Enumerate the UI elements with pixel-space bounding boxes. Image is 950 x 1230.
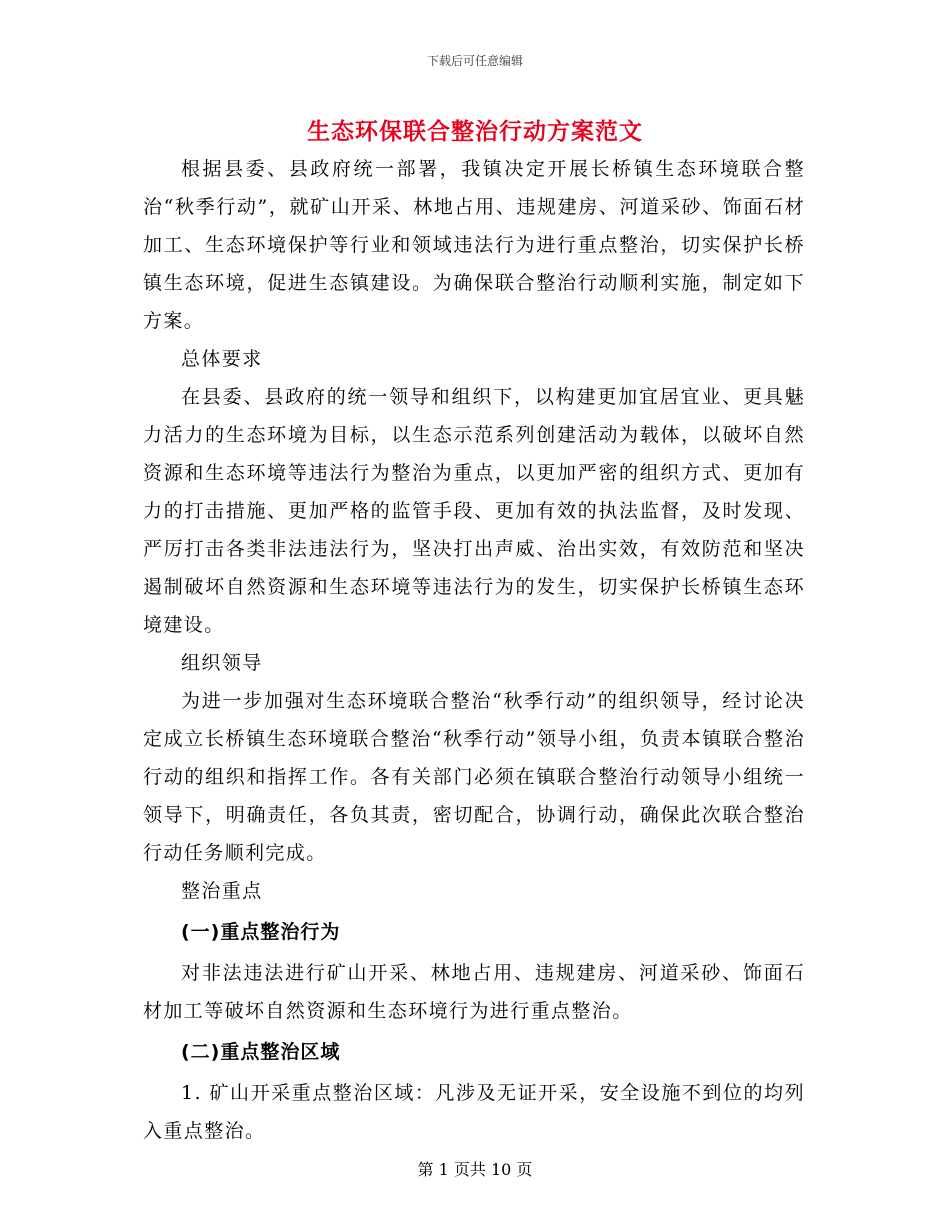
heading-focus: 整治重点	[181, 880, 263, 902]
focus-behavior-paragraph: 对非法违法进行矿山开采、林地占用、违规建房、河道采砂、饰面石材加工等破坏自然资源和生态环境行为进行重点整治。	[143, 962, 805, 1022]
focus-area-item-1: 1. 矿山开采重点整治区域：凡涉及无证开采，安全设施不到位的均列入重点整治。	[143, 1082, 805, 1142]
header-note: 下载后可任意编辑	[426, 54, 523, 68]
heading-organization: 组织领导	[181, 652, 263, 674]
organization-paragraph: 为进一步加强对生态环境联合整治“秋季行动”的组织领导，经讨论决定成立长桥镇生态环境联合整治“秋季行动”领导小组，负责本镇联合整治行动的组织和指挥工作。各有关部门必须在镇联合整治行动领导小组统一领导下，明确责任，各负其责，密切配合，协调行动，确保此次联合整治行动任务顺利完成。	[143, 690, 805, 864]
heading-general-requirements: 总体要求	[181, 348, 263, 370]
subheading-focus-behavior: (一)重点整治行为	[181, 921, 341, 943]
subheading-focus-area: (二)重点整治区域	[181, 1041, 341, 1063]
intro-paragraph: 根据县委、县政府统一部署，我镇决定开展长桥镇生态环境联合整治“秋季行动”，就矿山开采、林地占用、违规建房、河道采砂、饰面石材加工、生态环境保护等行业和领域违法行为进行重点整治，切实保护长桥镇生态环境，促进生态镇建设。为确保联合整治行动顺利实施，制定如下方案。	[143, 158, 805, 332]
document-title: 生态环保联合整治行动方案范文	[307, 118, 643, 145]
general-requirements-paragraph: 在县委、县政府的统一领导和组织下，以构建更加宜居宜业、更具魅力活力的生态环境为目标，以生态示范系列创建活动为载体，以破坏自然资源和生态环境等违法行为整治为重点，以更加严密的组织方式、更加有力的打击措施、更加严格的监管手段、更加有效的执法监督，及时发现、严厉打击各类非法违法行为，坚决打出声威、治出实效，有效防范和坚决遏制破坏自然资源和生态环境等违法行为的发生，切实保护长桥镇生态环境建设。	[143, 386, 805, 636]
document-body	[143, 150, 805, 1150]
page-footer: 第 1 页共 10 页	[417, 1160, 533, 1179]
